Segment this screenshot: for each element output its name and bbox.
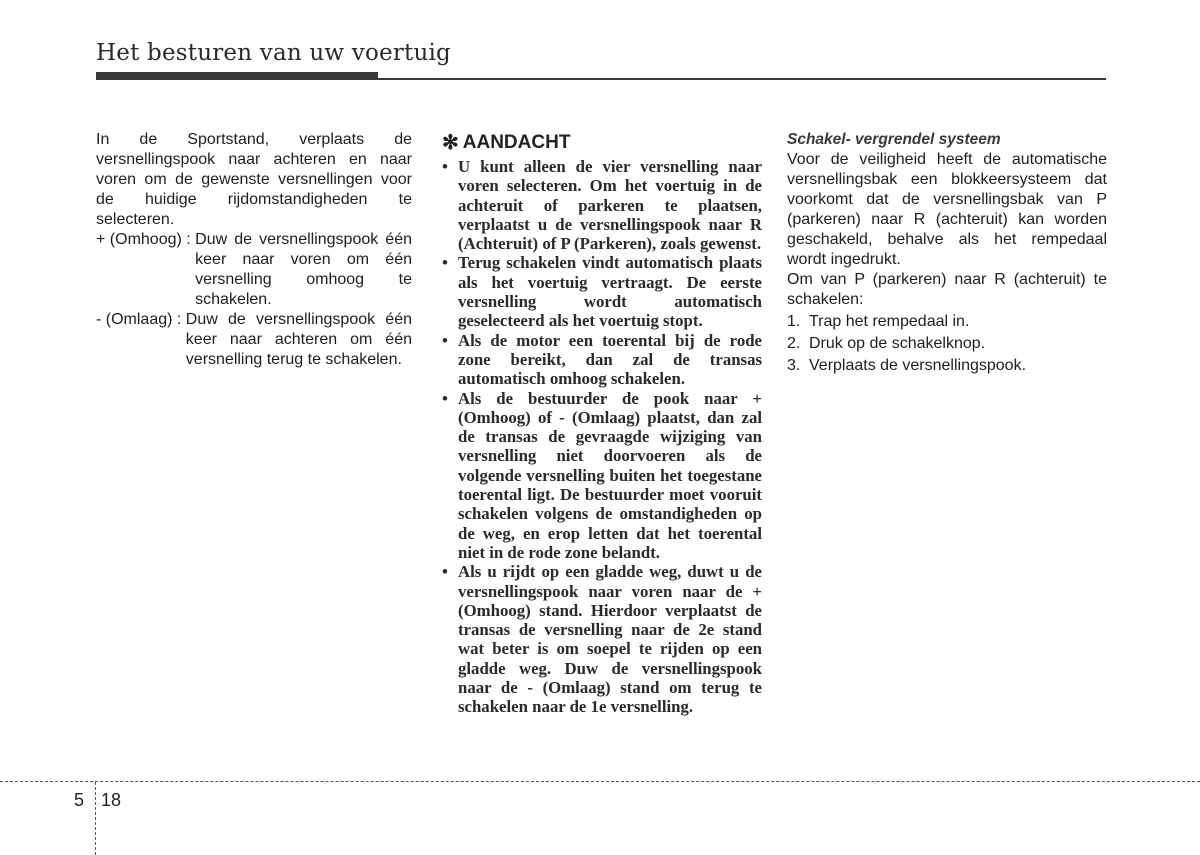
list-item: 3. Verplaats de versnellingspook. — [787, 357, 1027, 374]
bullet-icon: • — [442, 157, 448, 176]
asterisk-icon: ✻ — [442, 132, 459, 154]
header-rule — [96, 78, 1106, 80]
shift-instructions-intro: Om van P (parkeren) naar R (achteruit) te schakelen: — [787, 271, 1107, 308]
bullet-icon: • — [442, 253, 448, 273]
subsection-title: Schakel- vergrendel systeem — [787, 131, 1001, 148]
page-number: 18 — [101, 790, 122, 810]
shift-terms — [96, 230, 412, 370]
bullet-icon: • — [442, 388, 448, 408]
shift-lock-paragraph: Voor de veiligheid heeft de automatische versnellingsbak een blokkeersysteem dat voorkomt dat de versnellingsbak van P (parkeren) naar R (achteruit) kan worden geschakeld, behalve als het rempedaal wordt ingedrukt. — [787, 151, 1107, 268]
list-item: 1. Trap het rempedaal in. — [787, 313, 970, 330]
steps-list — [787, 312, 1107, 376]
term-omlaag — [96, 310, 412, 370]
term-key: - (Omlaag) : — [96, 311, 186, 328]
list-item: • U kunt alleen de vier versnelling naar voren selecteren. Om het voertuig in de achteruit of parkeren te plaatsen, verplaatst u de versnellingspook naar R (Achteruit) of P (Parkeren), zoals gewenst. — [442, 157, 762, 254]
list-item: 2. Druk op de schakelknop. — [787, 335, 986, 352]
left-column — [96, 130, 412, 370]
bullet-icon: • — [442, 330, 448, 350]
caution-list — [442, 157, 762, 717]
caution-title: AANDACHT — [462, 131, 571, 153]
term-definition: Duw de versnellingspook één keer naar voren om één versnelling omhoog te schakelen. — [195, 231, 412, 308]
term-definition: Duw de versnellingspook één keer naar achteren om één versnelling terug te schakelen. — [185, 311, 412, 368]
term-key: + (Omhoog) : — [96, 231, 196, 248]
list-item: • Als u rijdt op een gladde weg, duwt u de versnellingspook naar voren naar de + (Omhoog) stand. Hierdoor verplaatst de transas de versnelling naar de 2e stand wat beter is om soepel te rijden op een gladde weg. Duw de versnellingspook naar de - (Omlaag) stand om terug te schakelen naar de 1e versnelling. — [442, 562, 762, 717]
section-title: Het besturen van uw voertuig — [96, 40, 451, 66]
list-item: • Als de motor een toerental bij de rode zone bereikt, dan zal de transas automatisch omhoog schakelen. — [442, 330, 762, 389]
list-item: • Terug schakelen vindt automatisch plaats als het voertuig vertraagt. De eerste versnelling wordt automatisch geselecteerd als het voertuig stopt. — [442, 253, 762, 331]
bullet-icon: • — [442, 562, 448, 582]
caution-box — [442, 130, 762, 717]
chapter-number: 5 — [74, 790, 85, 810]
footer-divider — [0, 781, 1200, 782]
footer-vertical-divider — [95, 782, 96, 855]
caution-heading — [442, 130, 762, 155]
list-item: • Als de bestuurder de pook naar + (Omhoog) of - (Omlaag) plaatst, dan zal de transas de gevraagde wijziging van versnelling niet doorvoeren als de volgende versnelling buiten het toegestane toerental ligt. De bestuurder moet vooruit schakelen volgens de omstandigheden op de weg, en erop letten dat het toerental niet in de rode zone belandt. — [442, 388, 762, 562]
intro-paragraph: In de Sportstand, verplaats de versnellingspook naar achteren en naar voren om de gewenste versnellingen voor de huidige rijdomstandigheden te selecteren. — [96, 131, 412, 228]
right-column — [787, 130, 1107, 376]
term-omhoog — [96, 230, 412, 310]
